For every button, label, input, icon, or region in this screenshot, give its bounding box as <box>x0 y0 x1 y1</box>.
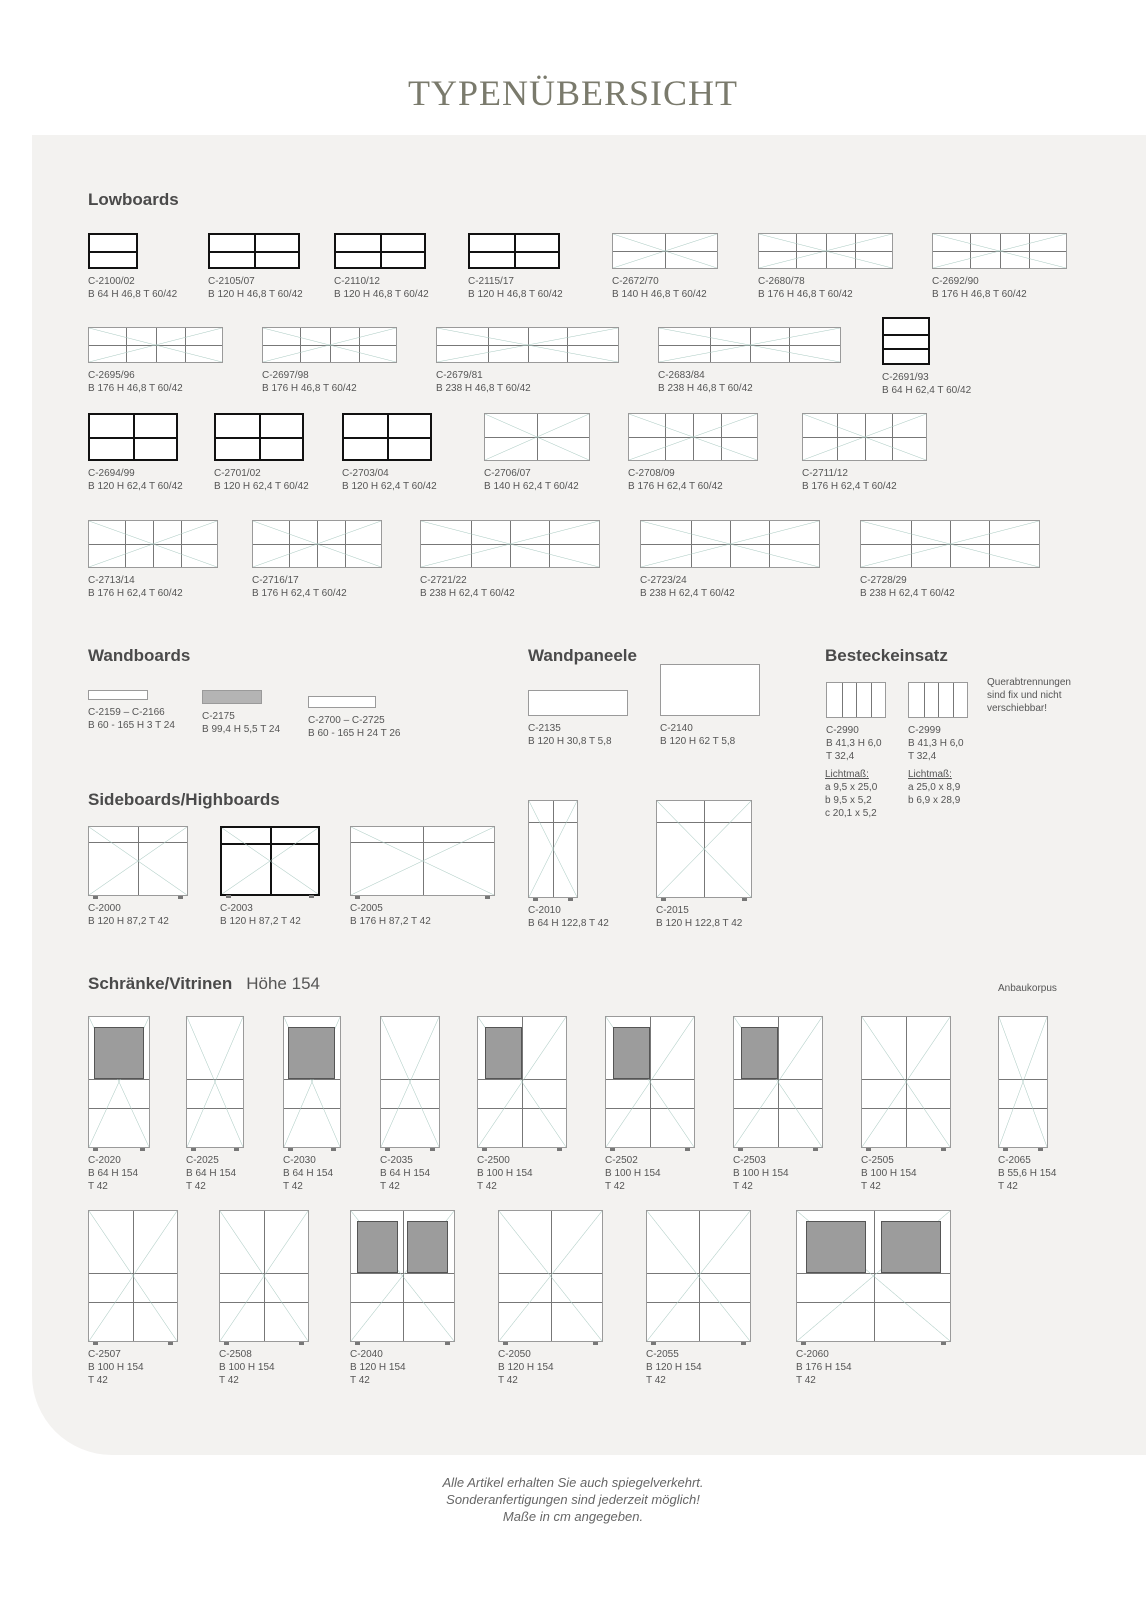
lichtmass-label: Lichtmaß: <box>825 769 869 780</box>
lowboards-item <box>420 520 600 600</box>
lichtmass-line: a 9,5 x 25,0 <box>825 782 878 793</box>
item-dimensions: B 140 H 62,4 T 60/42 <box>484 481 579 492</box>
lowboards-item <box>640 520 820 600</box>
furniture-drawing <box>88 690 148 700</box>
section-wandboards: Wandboards <box>88 646 191 665</box>
item-dimensions: B 176 H 62,4 T 60/42 <box>88 588 183 599</box>
item-dimensions: B 120 H 87,2 T 42 <box>220 916 301 927</box>
furniture-drawing <box>484 413 590 461</box>
lowboards-item <box>484 413 590 493</box>
besteck-note-line: verschiebbar! <box>987 703 1048 714</box>
item-dimensions-depth: T 42 <box>998 1181 1018 1192</box>
lowboards-item <box>342 413 437 493</box>
furniture-drawing <box>342 413 432 461</box>
item-code: C-2708/09 <box>628 468 675 479</box>
item-code: C-2711/12 <box>802 468 848 479</box>
furniture-drawing <box>998 1016 1048 1148</box>
schraenke2-item <box>646 1210 751 1387</box>
furniture-drawing <box>202 690 262 704</box>
item-dimensions-depth: T 42 <box>861 1181 881 1192</box>
furniture-drawing <box>477 1016 567 1148</box>
item-code: C-2065 <box>998 1155 1031 1166</box>
item-code: C-2110/12 <box>334 276 380 287</box>
item-dimensions-depth: T 42 <box>477 1181 497 1192</box>
item-dimensions: B 64 H 154 <box>186 1168 237 1179</box>
item-code: C-2159 – C-2166 <box>88 707 165 718</box>
item-code: C-2025 <box>186 1155 219 1166</box>
item-dimensions-depth: T 42 <box>605 1181 625 1192</box>
furniture-drawing <box>882 317 930 365</box>
item-code: C-2691/93 <box>882 372 929 383</box>
wandboards-item <box>202 690 280 736</box>
lichtmass-line: b 9,5 x 5,2 <box>825 795 872 806</box>
item-dimensions: B 120 H 154 <box>350 1362 406 1373</box>
wandboards-item <box>88 690 175 732</box>
lowboards-item <box>334 233 429 301</box>
item-dimensions: B 238 H 46,8 T 60/42 <box>436 383 531 394</box>
lowboards-item <box>88 233 177 301</box>
lowboards-item <box>860 520 1040 600</box>
item-code: C-2508 <box>219 1349 252 1360</box>
furniture-drawing <box>350 1210 455 1342</box>
furniture-drawing <box>186 1016 244 1148</box>
item-code: C-2713/14 <box>88 575 135 586</box>
furniture-drawing <box>88 233 138 269</box>
item-code: C-2100/02 <box>88 276 135 287</box>
footer-note <box>0 1474 1146 1525</box>
item-dimensions-depth: T 42 <box>350 1375 370 1386</box>
furniture-drawing <box>932 233 1067 269</box>
item-dimensions: B 176 H 46,8 T 60/42 <box>758 289 853 300</box>
lowboards-item <box>436 327 619 395</box>
item-dimensions: B 100 H 154 <box>219 1362 275 1373</box>
item-dimensions: B 100 H 154 <box>861 1168 917 1179</box>
item-dimensions: B 100 H 154 <box>733 1168 789 1179</box>
section-sideboards: Sideboards/Highboards <box>88 790 280 809</box>
schraenke1-item <box>283 1016 341 1193</box>
furniture-drawing <box>656 800 752 898</box>
item-dimensions: B 64 H 154 <box>88 1168 139 1179</box>
lowboards-item <box>802 413 927 493</box>
furniture-drawing <box>380 1016 440 1148</box>
item-dimensions: B 176 H 154 <box>796 1362 852 1373</box>
furniture-drawing <box>88 826 188 896</box>
lowboards-item <box>88 327 223 395</box>
item-code: C-2716/17 <box>252 575 299 586</box>
furniture-drawing <box>528 690 628 716</box>
footer-line: Alle Artikel erhalten Sie auch spiegelverkehrt. <box>442 1475 704 1490</box>
wandpaneele-item <box>660 664 760 748</box>
item-dimensions-depth: T 42 <box>88 1181 108 1192</box>
item-dimensions: B 120 H 154 <box>498 1362 554 1373</box>
section-schraenke-label: Schränke/Vitrinen <box>88 974 233 993</box>
furniture-drawing <box>214 413 304 461</box>
lowboards-item <box>468 233 563 301</box>
section-schraenke-sub: Höhe 154 <box>246 974 320 993</box>
section-lowboards: Lowboards <box>88 190 179 209</box>
item-dimensions: B 120 H 122,8 T 42 <box>656 918 743 929</box>
furniture-drawing <box>468 233 560 269</box>
item-dimensions-depth: T 42 <box>646 1375 666 1386</box>
besteck-note-line: Querabtrennungen <box>987 677 1071 688</box>
item-code: C-2721/22 <box>420 575 467 586</box>
item-code: C-2005 <box>350 903 383 914</box>
item-dimensions-depth: T 32,4 <box>826 751 855 762</box>
item-dimensions: B 176 H 62,4 T 60/42 <box>628 481 723 492</box>
furniture-drawing <box>420 520 600 568</box>
furniture-drawing <box>628 413 758 461</box>
item-dimensions-depth: T 42 <box>88 1375 108 1386</box>
schraenke2-item <box>350 1210 455 1387</box>
lichtmass-line: c 20,1 x 5,2 <box>825 808 877 819</box>
section-besteckeinsatz: Besteckeinsatz <box>825 646 948 665</box>
furniture-drawing <box>660 664 760 716</box>
item-code: C-2503 <box>733 1155 766 1166</box>
furniture-drawing <box>498 1210 603 1342</box>
furniture-drawing <box>262 327 397 363</box>
furniture-drawing <box>796 1210 951 1342</box>
item-dimensions: B 60 - 165 H 3 T 24 <box>88 720 175 731</box>
item-code: C-2035 <box>380 1155 413 1166</box>
item-dimensions: B 120 H 62,4 T 60/42 <box>342 481 437 492</box>
item-dimensions: B 55,6 H 154 <box>998 1168 1057 1179</box>
furniture-drawing <box>88 1016 150 1148</box>
item-code: C-2010 <box>528 905 561 916</box>
lichtmass-label: Lichtmaß: <box>908 769 952 780</box>
furniture-drawing <box>605 1016 695 1148</box>
schraenke2-item <box>88 1210 178 1387</box>
sideboards-item <box>656 800 752 930</box>
furniture-drawing <box>658 327 841 363</box>
item-dimensions: B 41,3 H 6,0 <box>908 738 964 749</box>
item-code: C-2020 <box>88 1155 121 1166</box>
item-dimensions: B 60 - 165 H 24 T 26 <box>308 728 401 739</box>
sideboards-item <box>88 826 188 928</box>
furniture-drawing <box>802 413 927 461</box>
item-code: C-2115/17 <box>468 276 514 287</box>
furniture-drawing <box>208 233 300 269</box>
lichtmass-line: b 6,9 x 28,9 <box>908 795 961 806</box>
lowboards-item <box>208 233 303 301</box>
lowboards-item <box>628 413 758 493</box>
lowboards-item <box>88 520 218 600</box>
lichtmass-line: a 25,0 x 8,9 <box>908 782 961 793</box>
item-code: C-2679/81 <box>436 370 483 381</box>
furniture-drawing <box>861 1016 951 1148</box>
schraenke2-item <box>498 1210 603 1387</box>
item-code: C-2040 <box>350 1349 383 1360</box>
item-dimensions: B 120 H 62 T 5,8 <box>660 736 736 747</box>
furniture-drawing <box>640 520 820 568</box>
item-code: C-2672/70 <box>612 276 659 287</box>
item-dimensions: B 100 H 154 <box>477 1168 533 1179</box>
item-code: C-2706/07 <box>484 468 531 479</box>
item-code: C-2694/99 <box>88 468 135 479</box>
item-dimensions: B 99,4 H 5,5 T 24 <box>202 724 281 735</box>
item-dimensions: B 120 H 46,8 T 60/42 <box>334 289 429 300</box>
besteck-note <box>987 676 1071 715</box>
furniture-drawing <box>758 233 893 269</box>
furniture-drawing <box>88 520 218 568</box>
furniture-drawing <box>860 520 1040 568</box>
schraenke1-item <box>186 1016 244 1193</box>
item-dimensions: B 64 H 62,4 T 60/42 <box>882 385 972 396</box>
lowboards-item <box>758 233 893 301</box>
besteck-item <box>908 682 968 763</box>
item-dimensions: B 120 H 62,4 T 60/42 <box>88 481 183 492</box>
schraenke1-item <box>88 1016 150 1193</box>
lowboards-item <box>262 327 397 395</box>
item-dimensions-depth: T 32,4 <box>908 751 937 762</box>
lowboards-item <box>882 317 971 397</box>
item-dimensions: B 100 H 154 <box>605 1168 661 1179</box>
lichtmass-c2990 <box>825 768 877 820</box>
item-dimensions: B 64 H 46,8 T 60/42 <box>88 289 178 300</box>
lowboards-item <box>88 413 183 493</box>
item-dimensions: B 64 H 154 <box>283 1168 334 1179</box>
footer-line: Sonderanfertigungen sind jederzeit möglich! <box>446 1492 700 1507</box>
item-code: C-2140 <box>660 723 693 734</box>
item-code: C-2003 <box>220 903 253 914</box>
item-dimensions-depth: T 42 <box>283 1181 303 1192</box>
item-dimensions: B 120 H 87,2 T 42 <box>88 916 169 927</box>
furniture-drawing <box>219 1210 309 1342</box>
furniture-drawing <box>826 682 886 718</box>
item-dimensions-depth: T 42 <box>186 1181 206 1192</box>
item-dimensions: B 238 H 62,4 T 60/42 <box>420 588 515 599</box>
footer-line: Maße in cm angegeben. <box>502 1509 644 1524</box>
item-dimensions: B 120 H 46,8 T 60/42 <box>208 289 303 300</box>
schraenke1-item <box>861 1016 951 1193</box>
furniture-drawing <box>528 800 578 898</box>
item-code: C-2505 <box>861 1155 894 1166</box>
lowboards-item <box>932 233 1067 301</box>
lowboards-item <box>612 233 718 301</box>
anbaukorpus-label: Anbaukorpus <box>998 983 1057 994</box>
item-code: C-2680/78 <box>758 276 805 287</box>
furniture-drawing <box>436 327 619 363</box>
item-code: C-2175 <box>202 711 235 722</box>
wandpaneele-item <box>528 690 628 748</box>
furniture-drawing <box>334 233 426 269</box>
schraenke2-item <box>796 1210 951 1387</box>
item-dimensions: B 120 H 154 <box>646 1362 702 1373</box>
furniture-drawing <box>308 696 376 708</box>
item-dimensions: B 176 H 46,8 T 60/42 <box>262 383 357 394</box>
item-code: C-2507 <box>88 1349 121 1360</box>
item-dimensions: B 238 H 62,4 T 60/42 <box>640 588 735 599</box>
lowboards-item <box>252 520 382 600</box>
furniture-drawing <box>612 233 718 269</box>
item-code: C-2105/07 <box>208 276 255 287</box>
item-code: C-2683/84 <box>658 370 705 381</box>
item-dimensions: B 176 H 62,4 T 60/42 <box>802 481 897 492</box>
item-dimensions: B 140 H 46,8 T 60/42 <box>612 289 707 300</box>
furniture-drawing <box>350 826 495 896</box>
item-code: C-2692/90 <box>932 276 979 287</box>
item-code: C-2055 <box>646 1349 679 1360</box>
item-dimensions: B 238 H 62,4 T 60/42 <box>860 588 955 599</box>
lowboards-item <box>658 327 841 395</box>
item-dimensions: B 64 H 154 <box>380 1168 431 1179</box>
sideboards-item <box>220 826 320 928</box>
item-code: C-2700 – C-2725 <box>308 715 385 726</box>
schraenke1-item <box>477 1016 567 1193</box>
item-dimensions: B 176 H 62,4 T 60/42 <box>252 588 347 599</box>
section-schraenke <box>88 974 320 994</box>
item-dimensions: B 120 H 30,8 T 5,8 <box>528 736 612 747</box>
schraenke2-item <box>219 1210 309 1387</box>
item-code: C-2697/98 <box>262 370 309 381</box>
item-code: C-2990 <box>826 725 859 736</box>
schraenke1-item <box>733 1016 823 1193</box>
furniture-drawing <box>646 1210 751 1342</box>
item-code: C-2500 <box>477 1155 510 1166</box>
item-dimensions: B 64 H 122,8 T 42 <box>528 918 609 929</box>
item-dimensions: B 100 H 154 <box>88 1362 144 1373</box>
item-code: C-2728/29 <box>860 575 907 586</box>
furniture-drawing <box>220 826 320 896</box>
item-code: C-2723/24 <box>640 575 687 586</box>
furniture-drawing <box>908 682 968 718</box>
besteck-item <box>826 682 886 763</box>
item-dimensions: B 176 H 46,8 T 60/42 <box>932 289 1027 300</box>
item-code: C-2695/96 <box>88 370 135 381</box>
item-dimensions-depth: T 42 <box>380 1181 400 1192</box>
item-code: C-2502 <box>605 1155 638 1166</box>
page-title: TYPENÜBERSICHT <box>407 73 739 113</box>
section-wandpaneele: Wandpaneele <box>528 646 637 665</box>
item-code: C-2000 <box>88 903 121 914</box>
besteck-note-line: sind fix und nicht <box>987 690 1062 701</box>
item-code: C-2015 <box>656 905 689 916</box>
item-dimensions: B 176 H 87,2 T 42 <box>350 916 431 927</box>
furniture-drawing <box>88 327 223 363</box>
item-dimensions: B 238 H 46,8 T 60/42 <box>658 383 753 394</box>
furniture-drawing <box>733 1016 823 1148</box>
furniture-drawing <box>88 1210 178 1342</box>
furniture-drawing <box>88 413 178 461</box>
item-code: C-2030 <box>283 1155 316 1166</box>
wandboards-item <box>308 696 400 740</box>
item-code: C-2135 <box>528 723 561 734</box>
furniture-drawing <box>283 1016 341 1148</box>
furniture-drawing <box>252 520 382 568</box>
item-dimensions-depth: T 42 <box>796 1375 816 1386</box>
lichtmass-c2999 <box>908 768 960 807</box>
item-dimensions: B 120 H 62,4 T 60/42 <box>214 481 309 492</box>
item-code: C-2060 <box>796 1349 829 1360</box>
schraenke1-item <box>380 1016 440 1193</box>
item-dimensions-depth: T 42 <box>219 1375 239 1386</box>
item-code: C-2999 <box>908 725 941 736</box>
sideboards-item <box>528 800 609 930</box>
item-code: C-2703/04 <box>342 468 389 479</box>
item-dimensions: B 176 H 46,8 T 60/42 <box>88 383 183 394</box>
item-code: C-2050 <box>498 1349 531 1360</box>
item-dimensions-depth: T 42 <box>733 1181 753 1192</box>
item-code: C-2701/02 <box>214 468 261 479</box>
schraenke1-item <box>605 1016 695 1193</box>
lowboards-item <box>214 413 309 493</box>
sideboards-item <box>350 826 495 928</box>
schraenke1-item <box>998 1016 1056 1193</box>
item-dimensions: B 120 H 46,8 T 60/42 <box>468 289 563 300</box>
item-dimensions-depth: T 42 <box>498 1375 518 1386</box>
item-dimensions: B 41,3 H 6,0 <box>826 738 882 749</box>
